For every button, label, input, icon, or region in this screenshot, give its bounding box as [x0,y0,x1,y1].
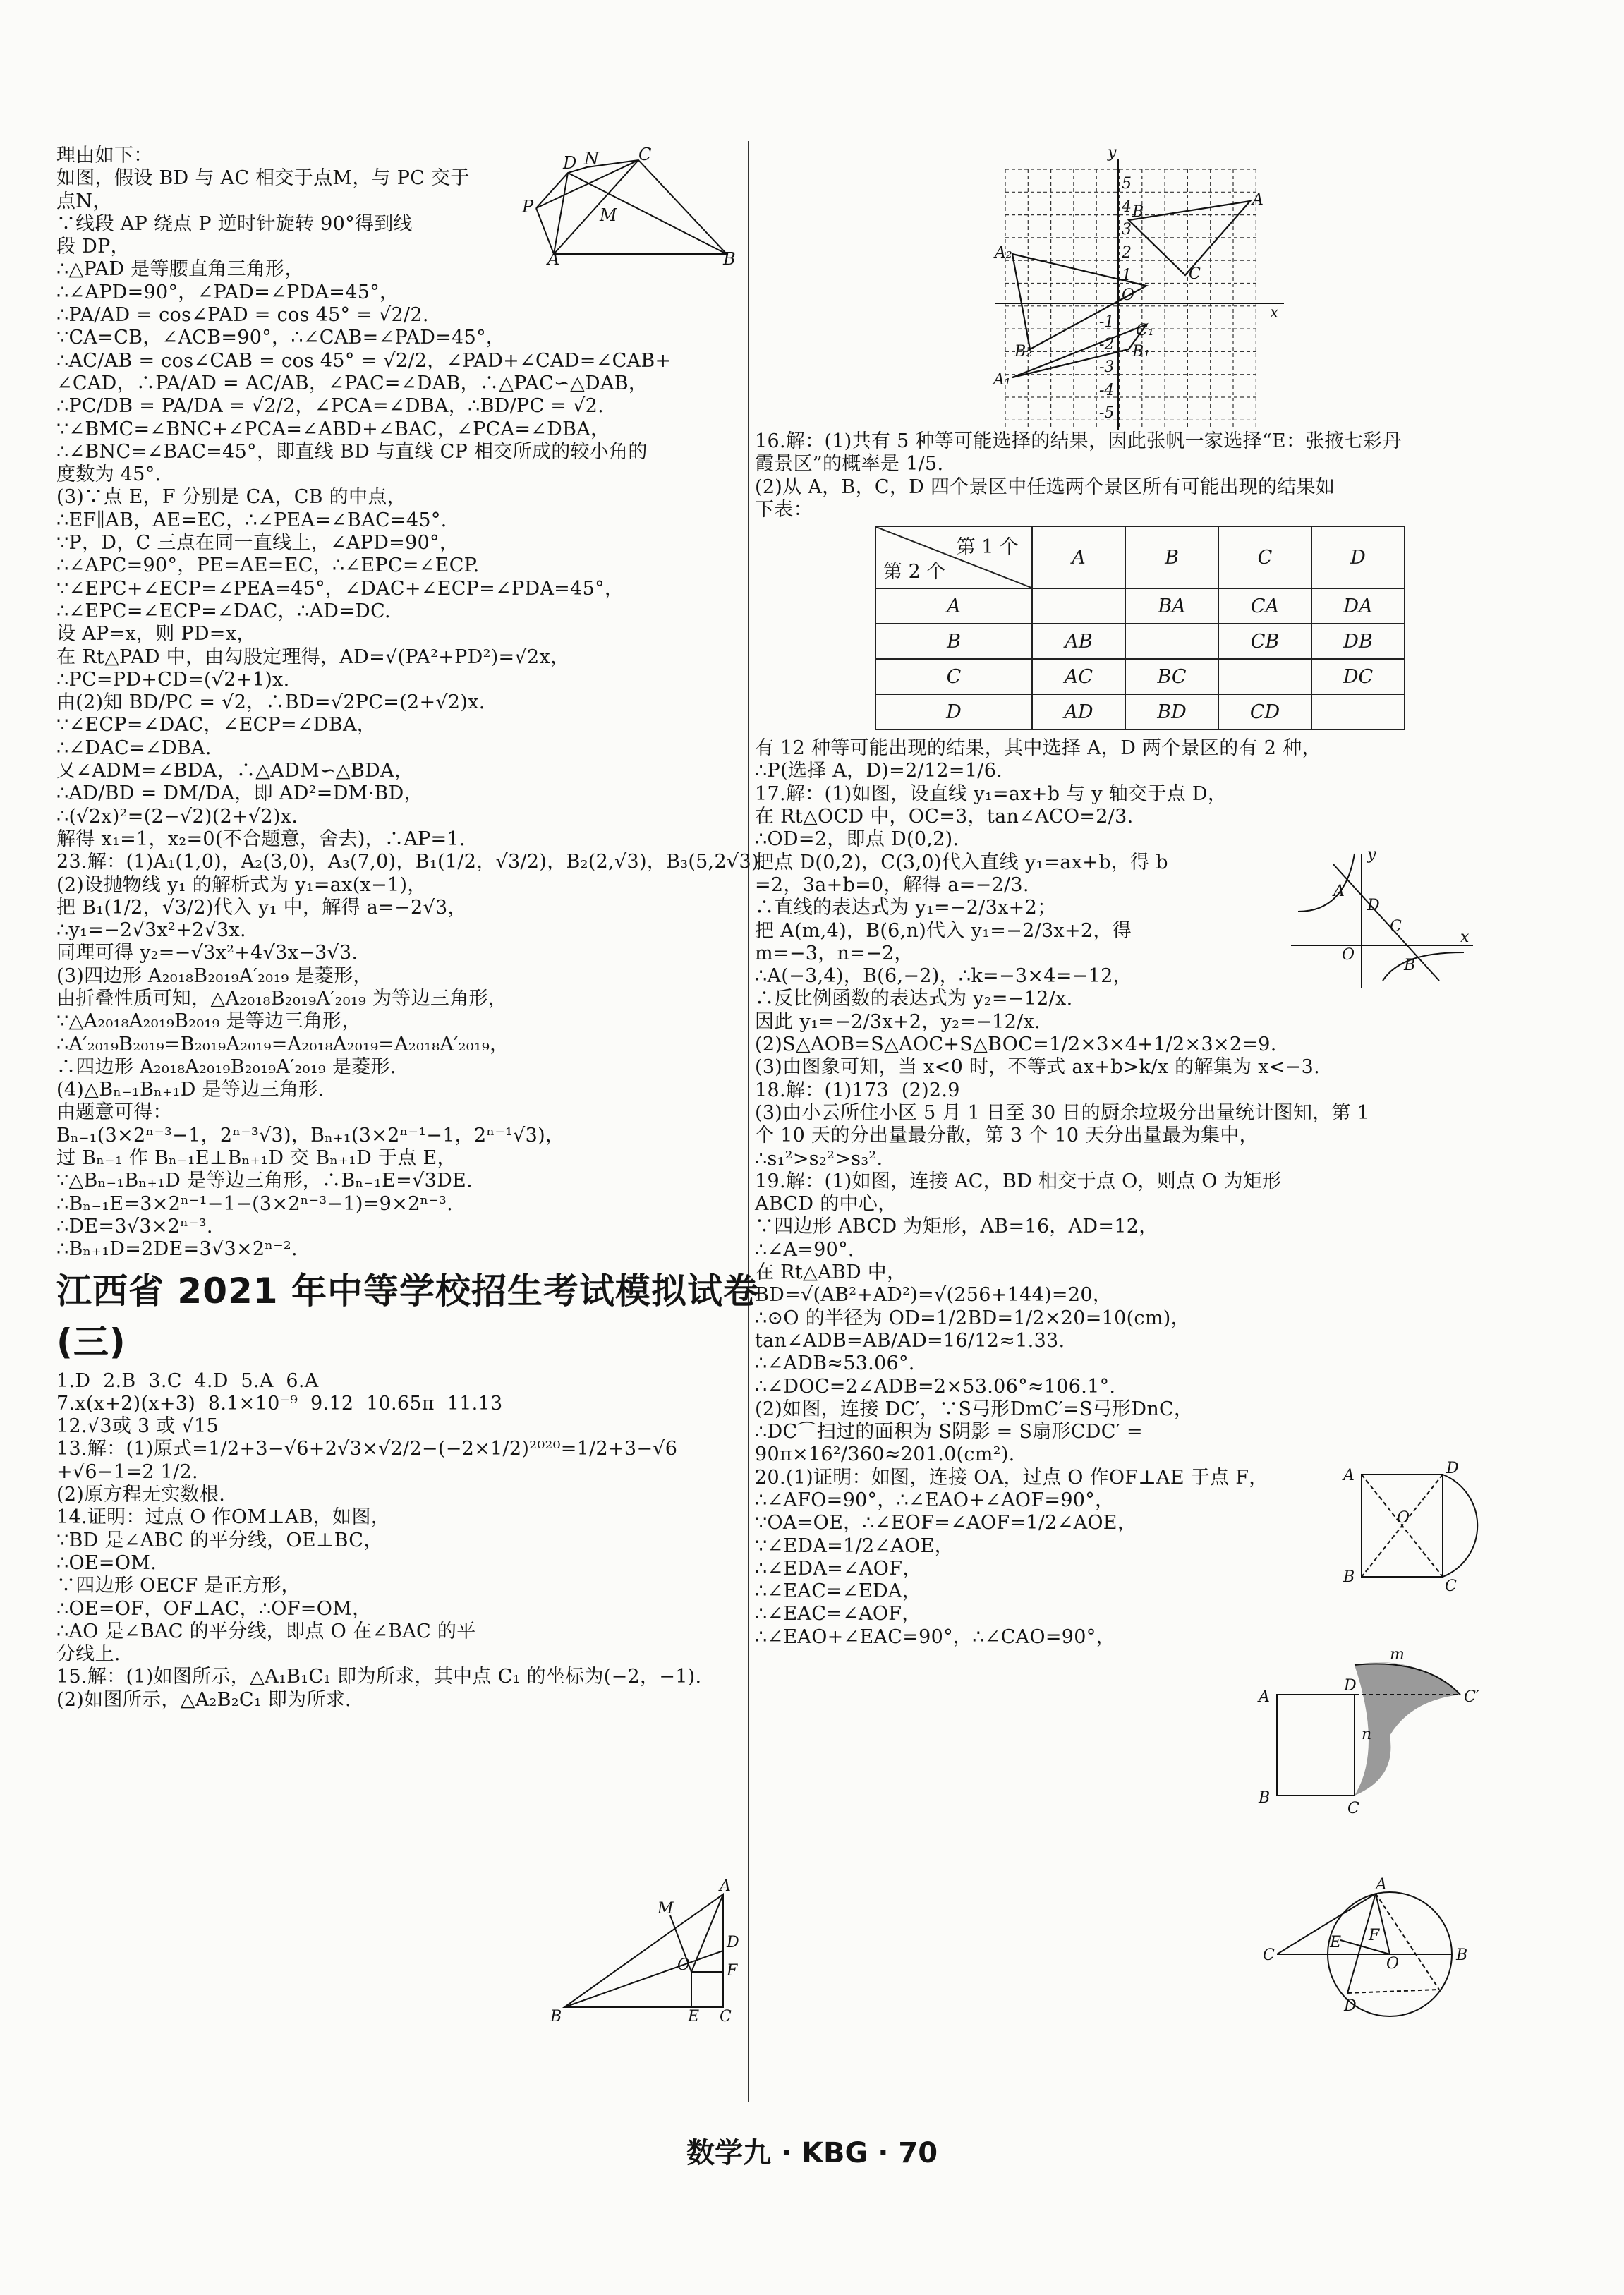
text-line: ∴∠EPC=∠ECP=∠DAC，∴AD=DC. [56,600,391,622]
text-line: ∵∠BMC=∠BNC+∠PCA=∠ABD+∠BAC，∠PCA=∠DBA， [56,418,610,440]
text-line: 7.x(x+2)(x+3) 8.1×10⁻⁹ 9.12 10.65π 11.13 [56,1392,503,1415]
fig14-label: B [550,2008,562,2025]
table-header: D [1311,526,1405,588]
table-cell: CB [1218,624,1311,659]
text-line: (3)四边形 A₂₀₁₈B₂₀₁₉A′₂₀₁₉ 是菱形， [56,964,372,987]
text-line: 在 Rt△OCD 中，OC=3，tan∠ACO=2/3. [755,806,1134,828]
text-line: ∵BD 是∠ABC 的平分线，OE⊥BC， [56,1529,383,1551]
table-cell: A [875,588,1032,624]
text-line: ∴PC/DB = PA/DA = √2/2，∠PCA=∠DBA，∴BD/PC = √2. [56,395,604,418]
text-line: ∵OA=OE，∴∠EOF=∠AOF=1/2∠AOE， [755,1512,1137,1534]
left-solution-text [56,145,769,1261]
fig19-label: m [1390,1646,1405,1664]
table-corner-cell [875,526,1032,588]
fig15-label: 3 [1122,221,1132,238]
text-line: ∴s₁²>s₂²>s₃². [755,1147,883,1170]
text-line: ∵∠EDA=1/2∠AOE， [755,1534,954,1557]
table-body [875,588,1405,729]
figure-q19-rect [1340,1460,1467,1597]
fig20-label: O [1386,1955,1400,1973]
text-line: ∴∠ADB≈53.06°. [755,1352,915,1375]
table-row [875,624,1405,659]
fig14-label: M [658,1900,674,1918]
fig15-label: O [1122,286,1135,304]
fig15-label: A [1252,191,1264,209]
text-line: (4)△Bₙ₋₁Bₙ₊₁D 是等边三角形. [56,1079,325,1101]
text-line: 19.解：(1)如图，连接 AC，BD 相交于点 O，则点 O 为矩形 [755,1170,1282,1192]
fig17-label: C [1390,918,1402,935]
fig19-label: C [1347,1800,1359,1817]
fig22-label: M [600,205,617,225]
table-row [875,694,1405,729]
text-line: 段 DP， [56,236,130,258]
text-line: 下表： [755,498,813,521]
fig17-label: D [1367,897,1380,914]
text-line: (2)如图，连接 DC′，∵S弓形DmC′=S弓形DnC， [755,1398,1194,1420]
table-cell: DB [1311,624,1405,659]
fig15-label: A₂ [995,244,1012,262]
table-header: B [1125,526,1218,588]
text-line: 由(2)知 BD/PC = √2，∴BD=√2PC=(2+√2)x. [56,691,485,714]
text-line: ∵△A₂₀₁₈A₂₀₁₉B₂₀₁₉ 是等边三角形， [56,1010,361,1033]
figure-q22 [522,145,736,269]
text-line: ∵P，D，C 三点在同一直线上，∠APD=90°， [56,532,459,555]
text-line: 23.解：(1)A₁(1,0)，A₂(3,0)，A₃(7,0)，B₁(1/2，√3/2)，B₂(2,√3)，B₃(5,2√3). [56,851,765,873]
text-line: (2)设抛物线 y₁ 的解析式为 y₁=ax(x−1)， [56,873,427,896]
table-header: A [1032,526,1125,588]
fig17-label: x [1460,928,1470,946]
table-cell: AD [1032,694,1125,729]
text-line: 16.解：(1)共有 5 种等可能选择的结果，因此张帆一家选择“E：张掖七彩丹 [755,430,1402,452]
fig20-label: C [1263,1946,1275,1964]
table-header: C [1218,526,1311,588]
text-line: ∴⊙O 的半径为 OD=1/2BD=1/2×20=10(cm)， [755,1307,1190,1329]
fig14-label: O [677,1956,691,1974]
text-line: (3)由图象可知，当 x<0 时，不等式 ax+b>k/x 的解集为 x<−3. [755,1056,1320,1079]
text-line: ∴∠DAC=∠DBA. [56,737,212,759]
fig22-label: P [522,197,534,217]
text-line: tan∠ADB=AB/AD=16/12≈1.33. [755,1329,1065,1352]
fig15-label: 4 [1122,198,1132,216]
fig17-label: A [1333,883,1345,900]
text-line: ∴PA/AD = cos∠PAD = cos 45° = √2/2. [56,304,429,327]
table-cell: DC [1311,659,1405,694]
text-line: +√6−1=2 1/2. [56,1460,198,1483]
text-line: 1.D 2.B 3.C 4.D 5.A 6.A [56,1369,319,1392]
text-line: 在 Rt△PAD 中，由勾股定理得，AD=√(PA²+PD²)=√2x， [56,646,570,668]
fig14-label: E [688,2008,700,2025]
table-row [875,588,1405,624]
table-cell: D [875,694,1032,729]
text-line: ∴∠EAC=∠EDA， [755,1580,922,1603]
fig14-label: C [720,2008,732,2025]
text-line: ∴AD/BD = DM/DA，即 AD²=DM·BD， [56,782,423,805]
text-line: (2)如图所示，△A₂B₂C₁ 即为所求. [56,1688,351,1711]
fig19-label: C′ [1464,1688,1479,1706]
table-cell: BD [1125,694,1218,729]
fig15-label: -1 [1099,313,1115,331]
text-line: ∴∠APC=90°，PE=AE=EC，∴∠EPC=∠ECP. [56,555,480,577]
table-cell: CA [1218,588,1311,624]
fig20-label: D [1344,1997,1357,2015]
fig22-label: D [563,153,577,173]
text-line: 由题意可得： [56,1101,172,1124]
text-line: 把 A(m,4)，B(6,n)代入 y₁=−2/3x+2，得 [755,919,1132,942]
text-line: ∴DC⌒扫过的面积为 S阴影 = S扇形CDC′ = [755,1421,1143,1443]
text-line: 把 B₁(1/2，√3/2)代入 y₁ 中，解得 a=−2√3， [56,896,467,919]
text-line: ∴AO 是∠BAC 的平分线，即点 O 在∠BAC 的平 [56,1620,476,1642]
left-answers-text [56,1370,769,1712]
text-line: 把点 D(0,2)，C(3,0)代入直线 y₁=ax+b，得 b [755,851,1168,873]
q16-text [755,430,1489,521]
text-line: 17.解：(1)如图，设直线 y₁=ax+b 与 y 轴交于点 D， [755,782,1228,805]
outcome-table [875,526,1405,730]
text-line: 如图，假设 BD 与 AC 相交于点M，与 PC 交于 [56,167,470,190]
text-line: 分线上. [56,1643,121,1666]
text-line: ∵∠EPC+∠ECP=∠PEA=45°，∠DAC+∠ECP=∠PDA=45°， [56,577,624,600]
text-line: 度数为 45°. [56,464,162,486]
text-line: (3)∵点 E，F 分别是 CA，CB 的中点， [56,486,406,509]
text-line: (2)从 A，B，C，D 四个景区中任选两个景区所有可能出现的结果如 [755,476,1335,498]
text-line: ∴∠EAC=∠AOF， [755,1603,921,1625]
figure-q17 [1291,847,1474,998]
fig15-label: -4 [1099,382,1115,399]
fig14-label: A [720,1877,731,1895]
text-line: ∴∠AFO=90°，∴∠EAO+∠AOF=90°， [755,1489,1115,1511]
fig19-label: D [1344,1677,1357,1695]
table-cell [1311,694,1405,729]
table-cell [1125,624,1218,659]
fig15-label: -5 [1099,404,1115,422]
text-line: ∴直线的表达式为 y₁=−2/3x+2； [755,897,1057,919]
text-line: (2)原方程无实数根. [56,1484,226,1506]
text-line: ABCD 的中心， [755,1193,897,1216]
table-cell: B [875,624,1032,659]
text-line: ∠CAD，∴PA/AD = AC/AB，∠PAC=∠DAB，∴△PAC∽△DAB， [56,372,648,394]
text-line: 15.解：(1)如图所示，△A₁B₁C₁ 即为所求，其中点 C₁ 的坐标为(−2，−1). [56,1666,702,1688]
text-line: ∵CA=CB，∠ACB=90°，∴∠CAB=∠PAD=45°， [56,327,506,349]
corner-bottom-label: 第 2 个 [883,561,946,583]
text-line: ∴∠BNC=∠BAC=45°，即直线 BD 与直线 CP 相交所成的较小角的 [56,440,648,463]
text-line: ∴∠APD=90°，∠PAD=∠PDA=45°， [56,281,399,303]
fig20-label: E [1330,1934,1342,1951]
figure-q15-grid [988,145,1284,437]
fig19-label: B [1343,1568,1355,1586]
fig17-label: y [1367,846,1376,864]
fig17-label: B [1404,957,1416,974]
fig19-label: A [1259,1688,1270,1706]
fig15-label: 1 [1122,267,1132,284]
text-line: ∴OE=OM. [56,1551,157,1574]
table-cell: AC [1032,659,1125,694]
fig14-label: F [727,1962,738,1980]
fig15-label: 2 [1122,244,1132,262]
table-cell [1218,659,1311,694]
text-line: 过 Bₙ₋₁ 作 Bₙ₋₁E⊥Bₙ₊₁D 交 Bₙ₊₁D 于点 E， [56,1147,456,1170]
fig15-label: 5 [1122,175,1132,193]
fig15-label: A₁ [993,371,1011,389]
figure-q19-sector [1249,1644,1481,1823]
text-line: 在 Rt△ABD 中， [755,1261,907,1284]
fig19-label: O [1397,1509,1410,1527]
text-line: ∴∠EDA=∠AOF， [755,1557,922,1580]
fig17-label: O [1342,946,1355,964]
text-line: 20.(1)证明：如图，连接 OA，过点 O 作OF⊥AE 于点 F， [755,1466,1268,1489]
text-line: 14.证明：过点 O 作OM⊥AB，如图， [56,1506,391,1529]
text-line: ∴Bₙ₊₁D=2DE=3√3×2ⁿ⁻². [56,1238,298,1261]
text-line: 解得 x₁=1，x₂=0(不合题意，舍去)，∴AP=1. [56,828,466,850]
fig20-label: F [1369,1927,1380,1944]
text-line: ∴∠DOC=2∠ADB=2×53.06°≈106.1°. [755,1375,1116,1398]
text-line: ∴A(−3,4)，B(6,−2)，∴k=−3×4=−12， [755,965,1132,988]
text-line: 18.解：(1)173 (2)2.9 [755,1079,960,1101]
fig15-label: -2 [1099,336,1115,353]
text-line: (2)S△AOB=S△AOC+S△BOC=1/2×3×4+1/2×3×2=9. [755,1034,1277,1056]
fig15-label: x [1270,304,1279,322]
text-line: ∴PC=PD+CD=(√2+1)x. [56,668,290,691]
table-cell: CD [1218,694,1311,729]
figure-q20 [1263,1877,1474,2035]
text-line: ∴P(选择 A，D)=2/12=1/6. [755,760,1003,782]
exam-section-title: 江西省 2021 年中等学校招生考试模拟试卷(三) [56,1270,759,1362]
text-line: ∴四边形 A₂₀₁₈A₂₀₁₉B₂₀₁₉A′₂₀₁₉ 是菱形. [56,1055,396,1078]
text-line: 由折叠性质可知，△A₂₀₁₈B₂₀₁₉A′₂₀₁₉ 为等边三角形， [56,987,508,1010]
table-row [875,659,1405,694]
text-line: ∴EF∥AB，AE=EC，∴∠PEA=∠BAC=45°. [56,509,447,531]
text-line: ∴DE=3√3×2ⁿ⁻³. [56,1215,213,1237]
text-line: ∵∠ECP=∠DAC，∠ECP=∠DBA， [56,714,377,737]
fig22-label: N [584,149,599,169]
text-line: =2，3a+b=0，解得 a=−2/3. [755,873,1029,896]
text-line: 90π×16²/360≈201.0(cm²). [755,1443,1015,1466]
table-cell [1032,588,1125,624]
figure-q14 [550,1877,748,2028]
left-column [56,145,769,1712]
text-line: ∴OE=OF，OF⊥AC，∴OF=OM， [56,1597,372,1620]
text-line: 设 AP=x，则 PD=x， [56,623,256,646]
text-line: ∴y₁=−2√3x²+2√3x. [56,919,246,942]
fig20-label: B [1456,1946,1468,1964]
fig19-label: C [1445,1578,1457,1595]
text-line: 因此 y₁=−2/3x+2，y₂=−12/x. [755,1010,1041,1033]
text-line: ∴OD=2，即点 D(0,2). [755,828,959,851]
text-line: ∵线段 AP 绕点 P 逆时针旋转 90°得到线 [56,212,413,235]
text-line: BD=√(AB²+AD²)=√(256+144)=20， [755,1284,1113,1307]
text-line: 霞景区”的概率是 1/5. [755,453,944,476]
fig15-label: -3 [1099,358,1115,376]
fig19-label: n [1362,1726,1372,1743]
fig22-label: B [723,249,736,269]
table-cell: C [875,659,1032,694]
text-line: ∴AC/AB = cos∠CAB = cos 45° = √2/2，∠PAD+∠CAD=∠CAB+ [56,349,672,372]
fig15-label: C [1189,265,1201,283]
text-line: ∴Bₙ₋₁E=3×2ⁿ⁻¹−1−(3×2ⁿ⁻³−1)=9×2ⁿ⁻³. [56,1192,454,1215]
table-cell: BC [1125,659,1218,694]
text-line: 同理可得 y₂=−√3x²+4√3x−3√3. [56,942,358,964]
text-line: 点N， [56,190,112,212]
fig15-label: y [1108,144,1117,162]
fig20-label: A [1376,1876,1387,1894]
table-cell: BA [1125,588,1218,624]
text-line: ∴∠EAO+∠EAC=90°，∴∠CAO=90°， [755,1625,1115,1648]
text-line: 有 12 种等可能出现的结果，其中选择 A，D 两个景区的有 2 种， [755,737,1321,760]
page-footer: 数学九 · KBG · 70 [686,2137,938,2169]
text-line: ∴△PAD 是等腰直角三角形， [56,258,304,281]
text-line: ∵△Bₙ₋₁Bₙ₊₁D 是等边三角形，∴Bₙ₋₁E=√3DE. [56,1170,473,1192]
text-line: ∵四边形 ABCD 为矩形，AB=16，AD=12， [755,1216,1158,1238]
fig19-label: A [1343,1467,1355,1484]
text-line: 12.√3或 3 或 √15 [56,1415,219,1438]
fig15-label: B [1132,203,1144,221]
text-line: ∴(√2x)²=(2−√2)(2+√2)x. [56,805,298,828]
fig15-label: B₂ [1014,343,1032,361]
table-cell: DA [1311,588,1405,624]
fig22-label: A [547,249,560,269]
fig15-label: B₁ [1132,343,1150,361]
text-line: 个 10 天的分出量最分散，第 3 个 10 天分出量最为集中， [755,1125,1259,1147]
fig14-label: D [727,1934,739,1951]
text-line: m=−3，n=−2， [755,942,914,964]
text-line: Bₙ₋₁(3×2ⁿ⁻³−1，2ⁿ⁻³√3)，Bₙ₊₁(3×2ⁿ⁻¹−1，2ⁿ⁻¹√3)， [56,1124,565,1146]
text-line: 13.解：(1)原式=1/2+3−√6+2√3×√2/2−(−2×1/2)²⁰²⁰=1/2+3−√6 [56,1438,678,1460]
fig19-label: D [1446,1460,1459,1477]
text-line: ∴A′₂₀₁₉B₂₀₁₉=B₂₀₁₉A₂₀₁₉=A₂₀₁₈A₂₀₁₉=A₂₀₁₈A′₂₀₁₉， [56,1033,509,1055]
text-line: ∵四边形 OECF 是正方形， [56,1575,301,1597]
fig15-label: C₁ [1136,322,1154,339]
text-line: (3)由小云所住小区 5 月 1 日至 30 日的厨余垃圾分出量统计图知，第 1 [755,1101,1370,1124]
text-line: 又∠ADM=∠BDA，∴△ADM∽△BDA， [56,760,414,782]
table-cell: AB [1032,624,1125,659]
text-line: 理由如下： [56,145,153,166]
corner-top-label: 第 1 个 [956,536,1019,559]
text-line: ∴∠A=90°. [755,1238,854,1261]
text-line: ∴反比例函数的表达式为 y₂=−12/x. [755,988,1073,1010]
fig19-label: B [1259,1789,1271,1807]
fig22-label: C [638,145,652,164]
